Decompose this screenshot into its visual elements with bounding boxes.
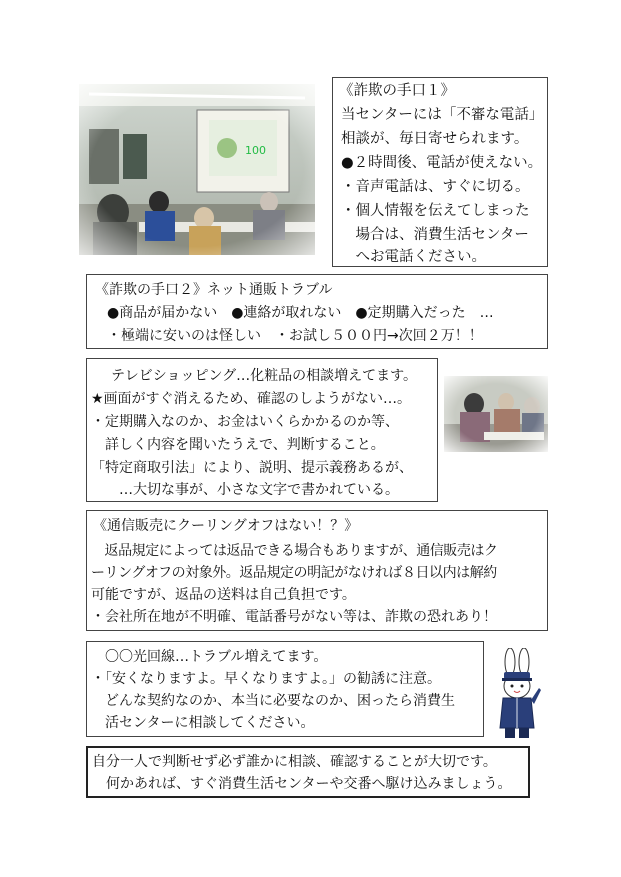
- body-line: ・音声電話は、すぐに切る。: [341, 179, 530, 195]
- audience-photo: [444, 376, 548, 452]
- fraud-method-2-title: 《詐欺の手口２》ネット通販トラブル: [95, 282, 333, 298]
- body-line: 自分一人で判断せず必ず誰かに相談、確認することが大切です。: [92, 754, 497, 770]
- body-line: ●商品が届かない ●連絡が取れない ●定期購入だった …: [107, 305, 494, 321]
- body-line: へお電話ください。: [341, 249, 486, 265]
- cooling-off-title: 《通信販売にクーリングオフはない！？》: [93, 518, 359, 534]
- cooling-off-box: [86, 510, 548, 631]
- body-line: 当センターには「不審な電話」: [341, 107, 544, 123]
- seminar-photo: [79, 84, 315, 255]
- body-line: 可能ですが、返品の送料は自己負担です。: [91, 587, 356, 603]
- body-line: 活センターに相談してください。: [91, 715, 315, 731]
- body-line: 相談が、毎日寄せられます。: [341, 131, 529, 147]
- body-line: …大切な事が、小さな文字で書かれている。: [91, 482, 399, 498]
- fraud-method-1-box: [332, 77, 548, 267]
- rabbit-police-mascot: [492, 648, 544, 740]
- advice-box: [86, 746, 530, 798]
- body-line: 何かあれば、すぐ消費生活センターや交番へ駆け込みましょう。: [92, 776, 512, 792]
- body-line: 詳しく内容を聞いたうえで、判断すること。: [91, 437, 385, 453]
- body-line: ・定期購入なのか、お金はいくらかかるのか等、: [91, 414, 399, 430]
- body-line: ・個人情報を伝えてしまった: [341, 203, 530, 219]
- body-line: ★画面がすぐ消えるため、確認のしようがない…。: [91, 391, 411, 407]
- fraud-method-1-title: 《詐欺の手口１》: [339, 83, 455, 99]
- fiber-line-box: [86, 641, 484, 737]
- body-line: テレビショッピング…化粧品の相談増えてます。: [111, 368, 418, 384]
- body-line: ・極端に安いのは怪しい ・お試し５００円→次回２万！！: [107, 328, 483, 344]
- body-line: どんな契約なのか、本当に必要なのか、困ったら消費生: [91, 693, 455, 709]
- body-line: 場合は、消費生活センター: [341, 227, 529, 243]
- tv-shopping-box: [86, 358, 438, 502]
- body-line: ・会社所在地が不明確、電話番号がない等は、詐欺の恐れあり！: [91, 609, 497, 625]
- body-line: 〇〇光回線…トラブル増えてます。: [91, 649, 328, 665]
- body-line: 返品規定によっては返品できる場合もありますが、通信販売はク: [91, 543, 498, 559]
- body-line: 「特定商取引法」により、説明、提示義務あるが、: [91, 460, 413, 476]
- body-line: ●２時間後、電話が使えない。: [341, 155, 543, 171]
- body-line: ・「安くなりますよ。早くなりますよ。」の勧誘に注意。: [91, 671, 441, 687]
- fraud-method-2-box: [86, 274, 548, 349]
- body-line: ーリングオフの対象外。返品規定の明記がなければ８日以内は解約: [91, 565, 497, 581]
